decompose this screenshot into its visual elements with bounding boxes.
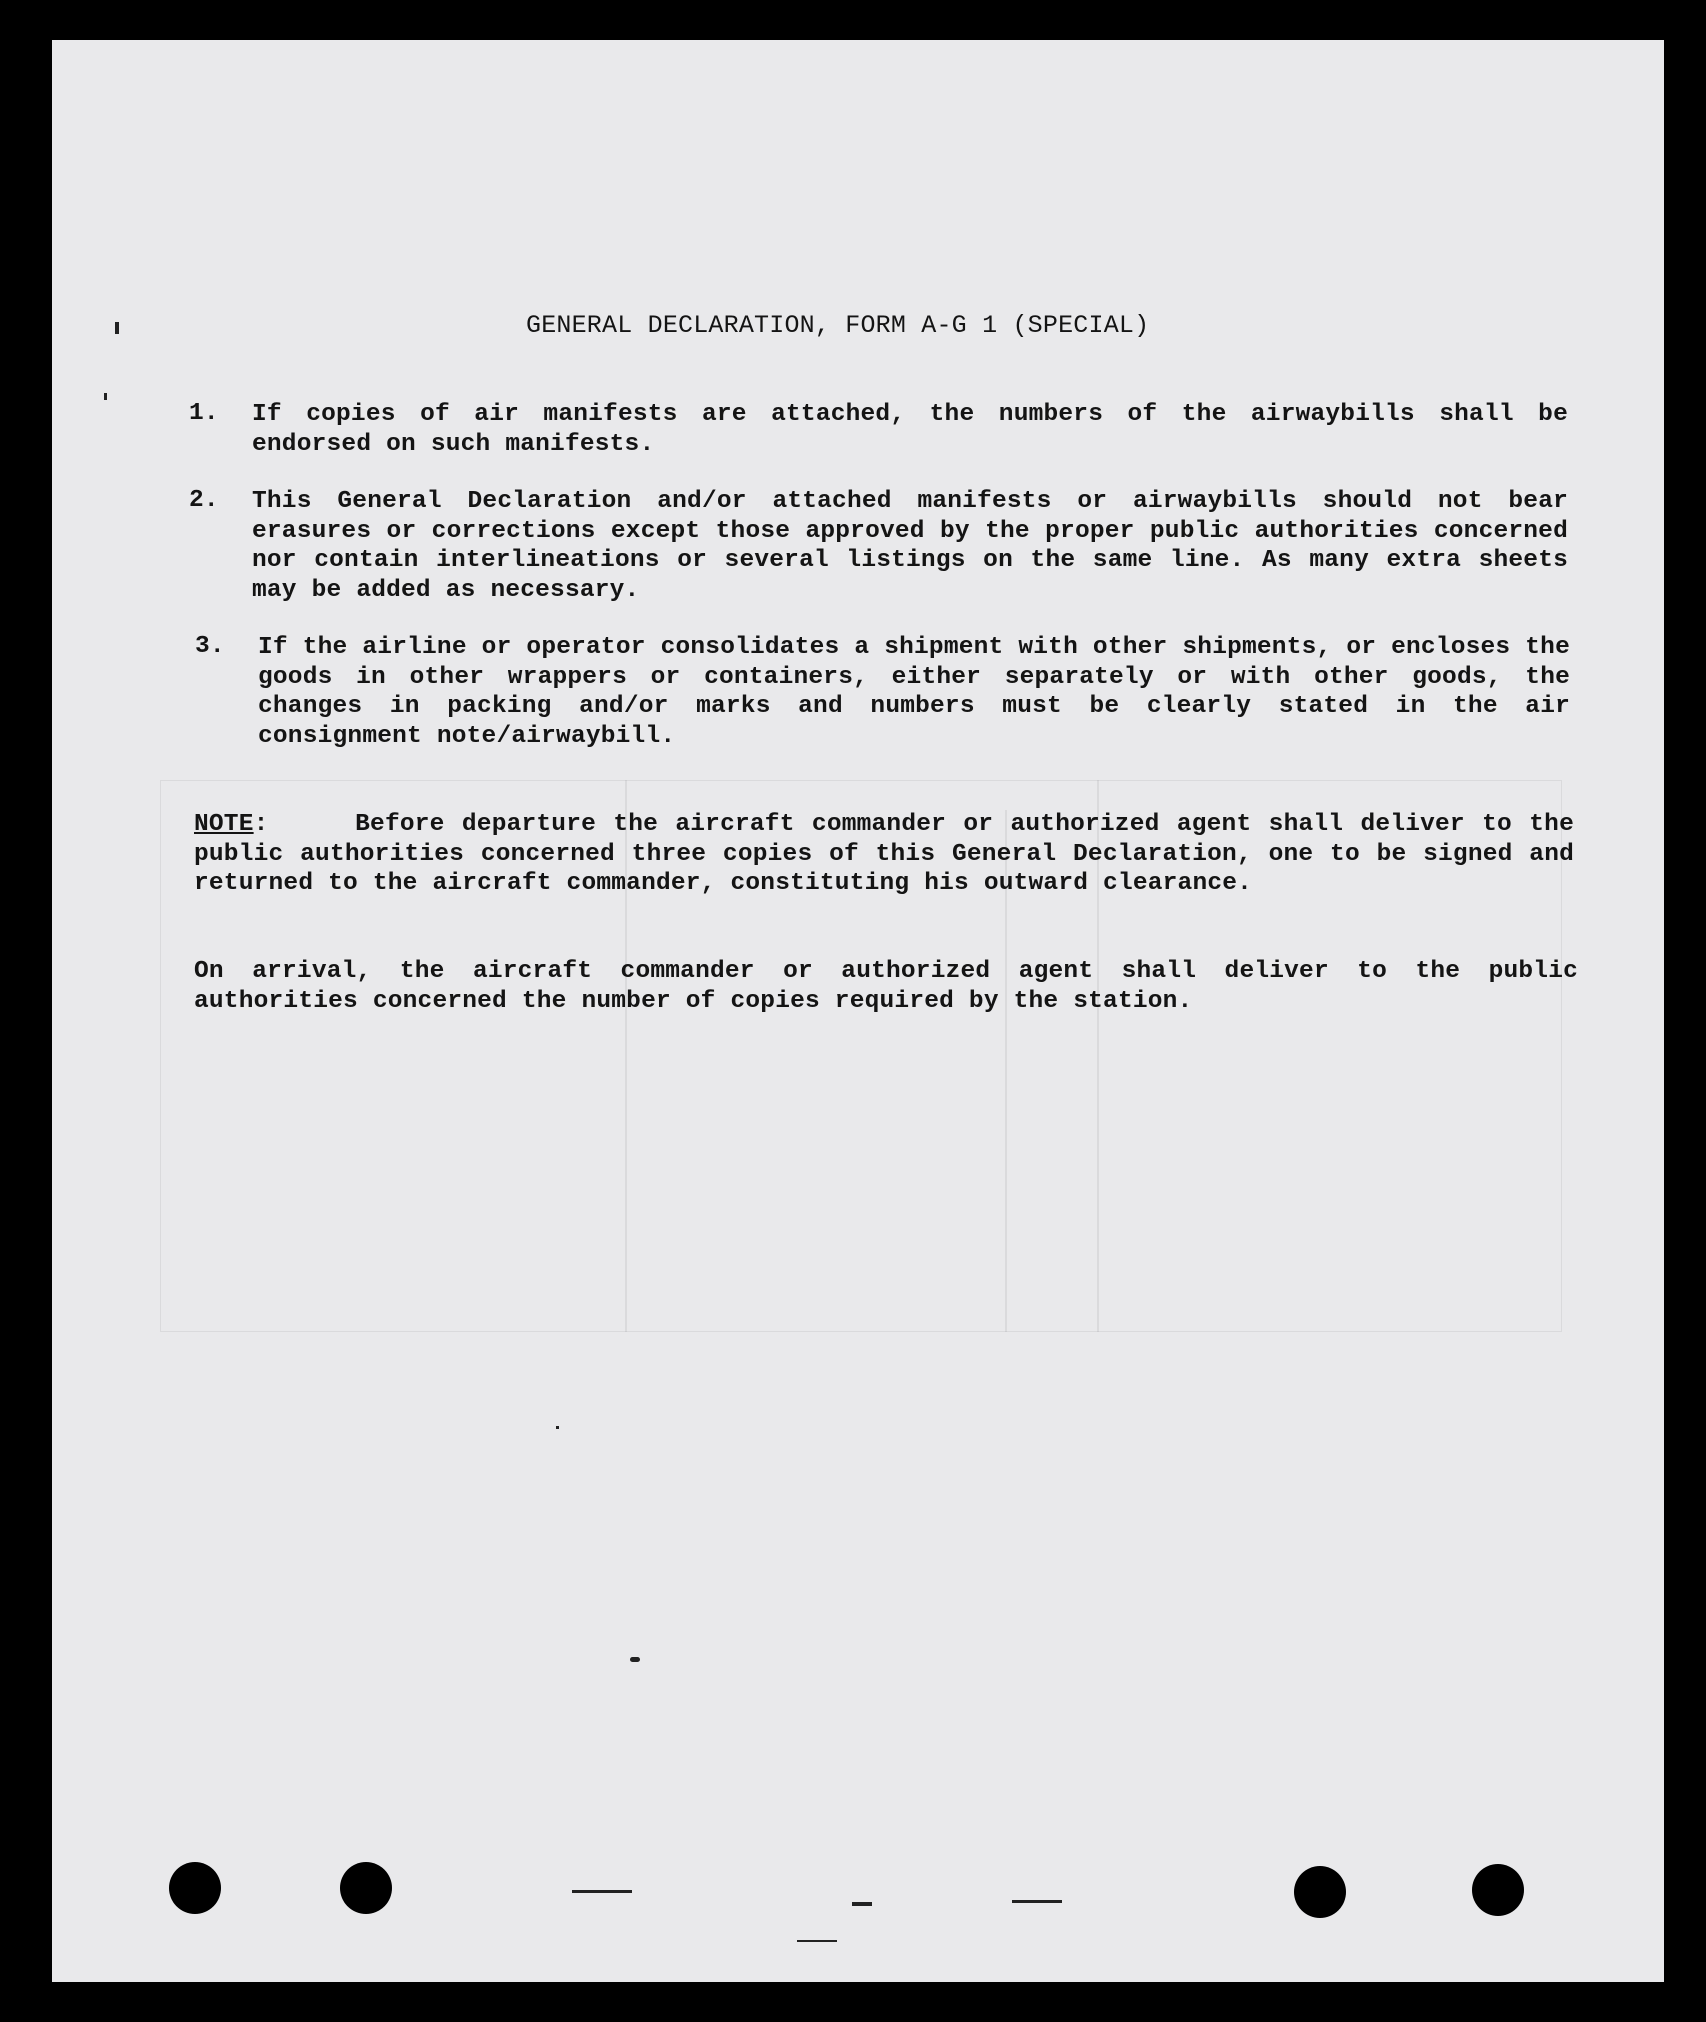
document-title: GENERAL DECLARATION, FORM A-G 1 (SPECIAL) xyxy=(526,311,1150,340)
list-item-number: 2. xyxy=(189,487,219,514)
list-item-number: 1. xyxy=(189,400,219,427)
punch-hole xyxy=(169,1862,221,1914)
punch-hole xyxy=(1294,1866,1346,1918)
scan-speck xyxy=(630,1657,640,1662)
document-page xyxy=(52,40,1664,1982)
punch-hole xyxy=(340,1862,392,1914)
note-colon: : xyxy=(253,811,269,838)
note-paragraph xyxy=(194,810,1574,899)
note-label: NOTE xyxy=(194,811,254,838)
list-item-text: If the airline or operator consolidates a shipment with other shipments, or encloses the goods in other wrappers or containers, either separately or with other goods, the changes in packing and/or marks and numbers must be clearly stated in the air consignment note/airwaybill. xyxy=(258,634,1570,750)
scan-speck xyxy=(852,1902,872,1906)
scan-speck xyxy=(1012,1900,1062,1903)
list-item-text: This General Declaration and/or attached manifests or airwaybills should not bear erasures or corrections except those approved by the proper public authorities concerned nor contain interlineations or several listings on the same line. As many extra sheets may be added as necessary. xyxy=(252,488,1568,604)
note-text: Before departure the aircraft commander or authorized agent shall deliver to the public authorities concerned three copies of this General Declaration, one to be signed and returned to the aircraft commander, constituting his outward clearance. xyxy=(194,811,1574,897)
arrival-paragraph: On arrival, the aircraft commander or authorized agent shall deliver to the public authorities concerned the number of copies required by the station. xyxy=(194,958,1578,1015)
scan-speck xyxy=(572,1890,632,1893)
punch-hole xyxy=(1472,1864,1524,1916)
margin-mark xyxy=(104,393,107,400)
list-item-text: If copies of air manifests are attached, the numbers of the airwaybills shall be endorsed on such manifests. xyxy=(252,401,1568,458)
scan-speck xyxy=(797,1940,837,1942)
margin-mark xyxy=(115,322,119,334)
list-item-number: 3. xyxy=(195,633,225,660)
scan-speck xyxy=(556,1426,559,1429)
